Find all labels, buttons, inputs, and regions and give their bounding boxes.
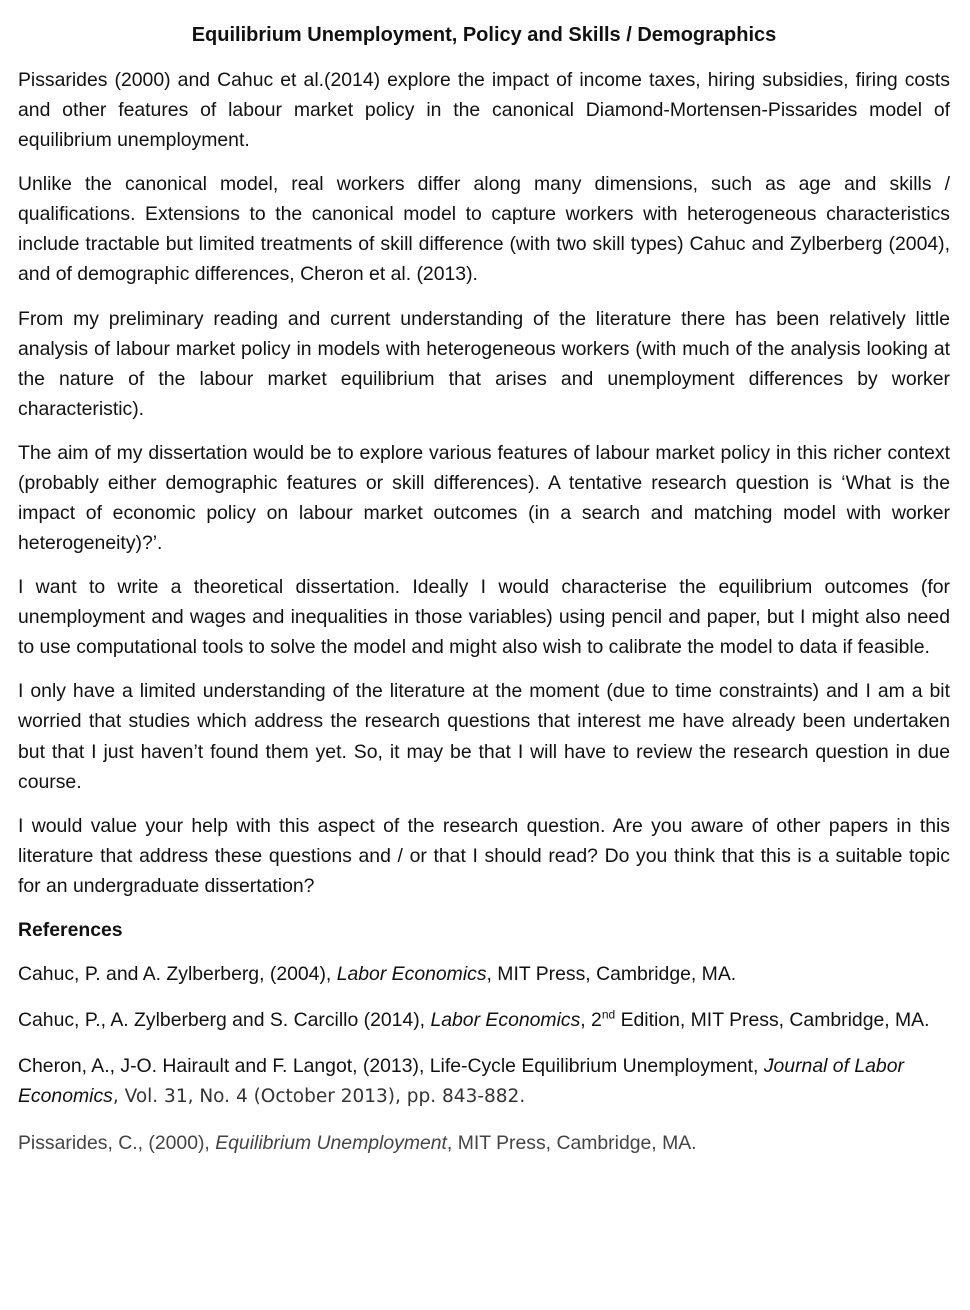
paragraph-2: Unlike the canonical model, real workers differ along many dimensions, such as age and skills / qualifications. Extensions to the canonical model to capture workers with heterogeneous characteristics include tractable but limited treatments of skill difference (with two skill types) Cahuc and Zylberberg (2004), and of demographic differences, Cheron et al. (2013). <box>18 173 950 286</box>
reference-3-journal: Journal of Labor Economics <box>18 1055 904 1108</box>
reference-4-authors: Pissarides, C., (2000), <box>18 1131 216 1154</box>
reference-4-publisher: , MIT Press, Cambridge, MA. <box>446 1131 697 1154</box>
reference-2-publisher: Edition, MIT Press, Cambridge, MA. <box>615 1009 930 1032</box>
paragraph-4: The aim of my dissertation would be to explore various features of labour market policy in this richer context (probably either demographic features or skill differences). A tentative research question is ‘What is the impact of economic policy on labour market outcomes (in a search and matching model with worker heterogeneity)?’. <box>18 441 950 555</box>
reference-3-authors: Cheron, A., J-O. Hairault and F. Langot, (2013), Life-Cycle Equilibrium Unemployment, <box>18 1055 764 1078</box>
reference-4-title: Equilibrium Unemployment <box>215 1131 447 1154</box>
paragraph-6: I only have a limited understanding of the literature at the moment (due to time constraints) and I am a bit worried that studies which address the research questions that interest me have already been undertaken but that I just haven’t found them yet. So, it may be that I will have to review the research question in due course. <box>18 680 950 793</box>
reference-1-publisher: , MIT Press, Cambridge, MA. <box>486 963 737 986</box>
paragraph-1: Pissarides (2000) and Cahuc et al.(2014) explore the impact of income taxes, hiring subsidies, firing costs and other features of labour market policy in the canonical Diamond-Mortensen-Pissarides model of equilibrium unemployment. <box>18 69 950 152</box>
paragraph-5: I want to write a theoretical dissertation. Ideally I would characterise the equilibrium outcomes (for unemployment and wages and inequalities in those variables) using pencil and paper, but I might also need to use computational tools to solve the model and might also wish to calibrate the model to data if feasible. <box>18 576 950 659</box>
reference-2-title: Labor Economics <box>430 1009 581 1032</box>
reference-1 <box>18 959 950 989</box>
reference-4 <box>18 1128 950 1158</box>
reference-3-volume: , Vol. 31, No. 4 (October 2013), pp. 843-882. <box>112 1086 526 1108</box>
document-title: Equilibrium Unemployment, Policy and Skills / Demographics <box>191 24 777 46</box>
reference-2 <box>18 1005 950 1035</box>
reference-2-superscript: nd <box>601 1007 616 1022</box>
references-heading: References <box>18 918 123 941</box>
reference-2-edition: , 2 <box>580 1009 602 1032</box>
reference-1-authors: Cahuc, P. and A. Zylberberg, (2004), <box>18 963 337 986</box>
reference-1-title: Labor Economics <box>336 963 487 986</box>
paragraph-7: I would value your help with this aspect of the research question. Are you aware of other papers in this literature that address these questions and / or that I should read? Do you think that this is a suitable topic for an undergraduate dissertation? <box>18 814 950 897</box>
reference-3 <box>18 1051 950 1112</box>
reference-2-authors: Cahuc, P., A. Zylberberg and S. Carcillo (2014), <box>18 1009 431 1032</box>
document-page <box>18 22 950 1174</box>
paragraph-3: From my preliminary reading and current understanding of the literature there has been relatively little analysis of labour market policy in models with heterogeneous workers (with much of the analysis looking at the nature of the labour market equilibrium that arises and unemployment differences by worker characteristic). <box>18 307 950 420</box>
